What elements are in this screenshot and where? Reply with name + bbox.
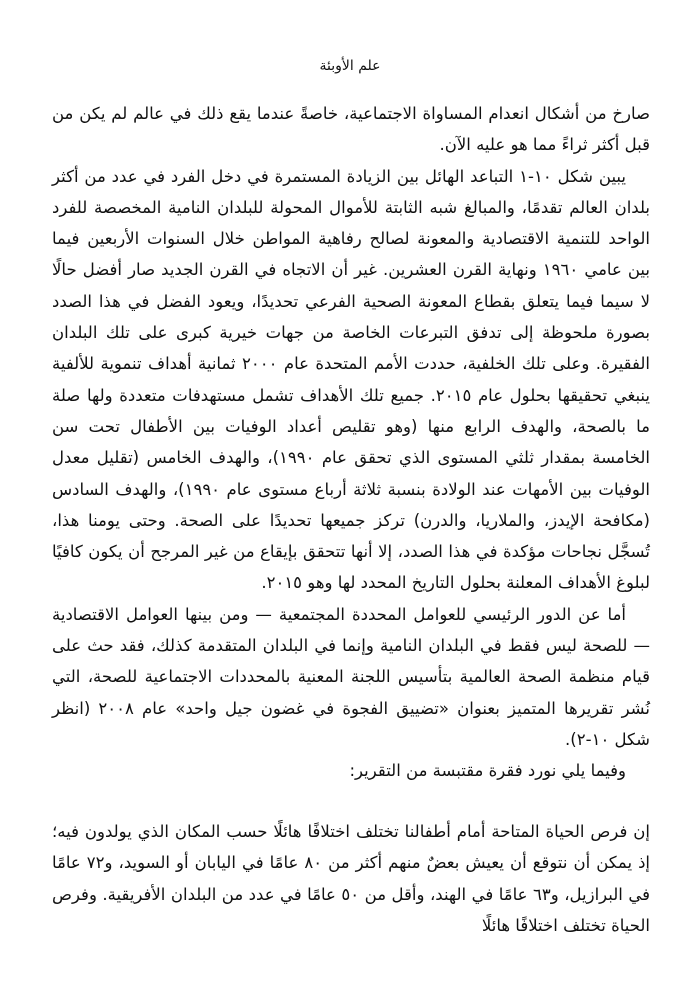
report-block-quote: إن فرص الحياة المتاحة أمام أطفالنا تختلف اختلافًا هائلًا حسب المكان الذي يولدون فيه؛ إذ يمكن أن نتوقع أن يعيش بعضٌ منهم أكثر من ٨٠ عامًا في اليابان أو السويد، و٧٢ عامًا في البرازيل، و٦٣ عامًا في الهند، وأقل من ٥٠ عامًا في عدد من البلدان الأفريقية. وفرص الحياة تختلف اختلافًا هائلًا: [52, 822, 651, 935]
main-text-block: [52, 98, 650, 787]
paragraph-figure-10-1: يبين شكل ١٠-١ التباعد الهائل بين الزيادة المستمرة في دخل الفرد في عدد من أكثر بلدان العالم تقدمًا، والمبالغ شبه الثابتة للأموال المحولة للبلدان النامية المخصصة للفرد الواحد للتنمية الاقتصادية والمعونة لصالح رفاهية المواطن خلال السنوات الأربعين فيما بين عامي ١٩٦٠ ونهاية القرن العشرين. غير أن الاتجاه في القرن الجديد صار أفضل حالًا لا سيما فيما يتعلق بقطاع المعونة الصحية الفرعي تحديدًا، ويعود الفضل في هذا الصدد بصورة ملحوظة إلى تدفق التبرعات الخاصة من جهات خيرية كبرى على تلك البلدان الفقيرة. وعلى تلك الخلفية، حددت الأمم المتحدة عام ٢٠٠٠ ثمانية أهداف تنموية للألفية ينبغي تحقيقها بحلول عام ٢٠١٥. جميع تلك الأهداف تشمل مستهدفات متعددة ولها صلة ما بالصحة، والهدف الرابع منها (وهو تقليص أعداد الوفيات بين الأطفال تحت سن الخامسة بمقدار ثلثي المستوى الذي تحقق عام ١٩٩٠)، والهدف الخامس (تقليل معدل الوفيات بين الأمهات عند الولادة بنسبة ثلاثة أرباع مستوى عام ١٩٩٠)، والهدف السادس (مكافحة الإيدز، والملاريا، والدرن) تركز جميعها تحديدًا على الصحة. وحتى يومنا هذا، تُسجَّل نجاحات مؤكدة في هذا الصدد، إلا أنها تتحقق بإيقاع من غير المرجح أن يكون كافيًا لبلوغ الأهداف المعلنة بحلول التاريخ المحدد لها وهو ٢٠١٥.: [52, 166, 651, 593]
paragraph-quote-intro: وفيما يلي نورد فقرة مقتبسة من التقرير:: [349, 761, 626, 781]
paragraph-continuation: صارخ من أشكال انعدام المساواة الاجتماعية، خاصةً عندما يقع ذلك في عالم لم يكن من قبل أكثر ثراءً مما هو عليه الآن.: [52, 104, 650, 155]
paragraph-social-determinants: أما عن الدور الرئيسي للعوامل المحددة المجتمعية — ومن بينها العوامل الاقتصادية — للصحة ليس فقط في البلدان النامية وإنما في البلدان المتقدمة كذلك، فقد حث على قيام منظمة الصحة العالمية بتأسيس اللجنة المعنية بالمحددات الاجتماعية للصحة، التي نُشر تقريرها المتميز بعنوان «تضييق الفجوة في غضون جيل واحد» عام ٢٠٠٨ (انظر شكل ١٠-٢).: [52, 604, 650, 749]
running-header-title: علم الأوبئة: [319, 58, 381, 74]
